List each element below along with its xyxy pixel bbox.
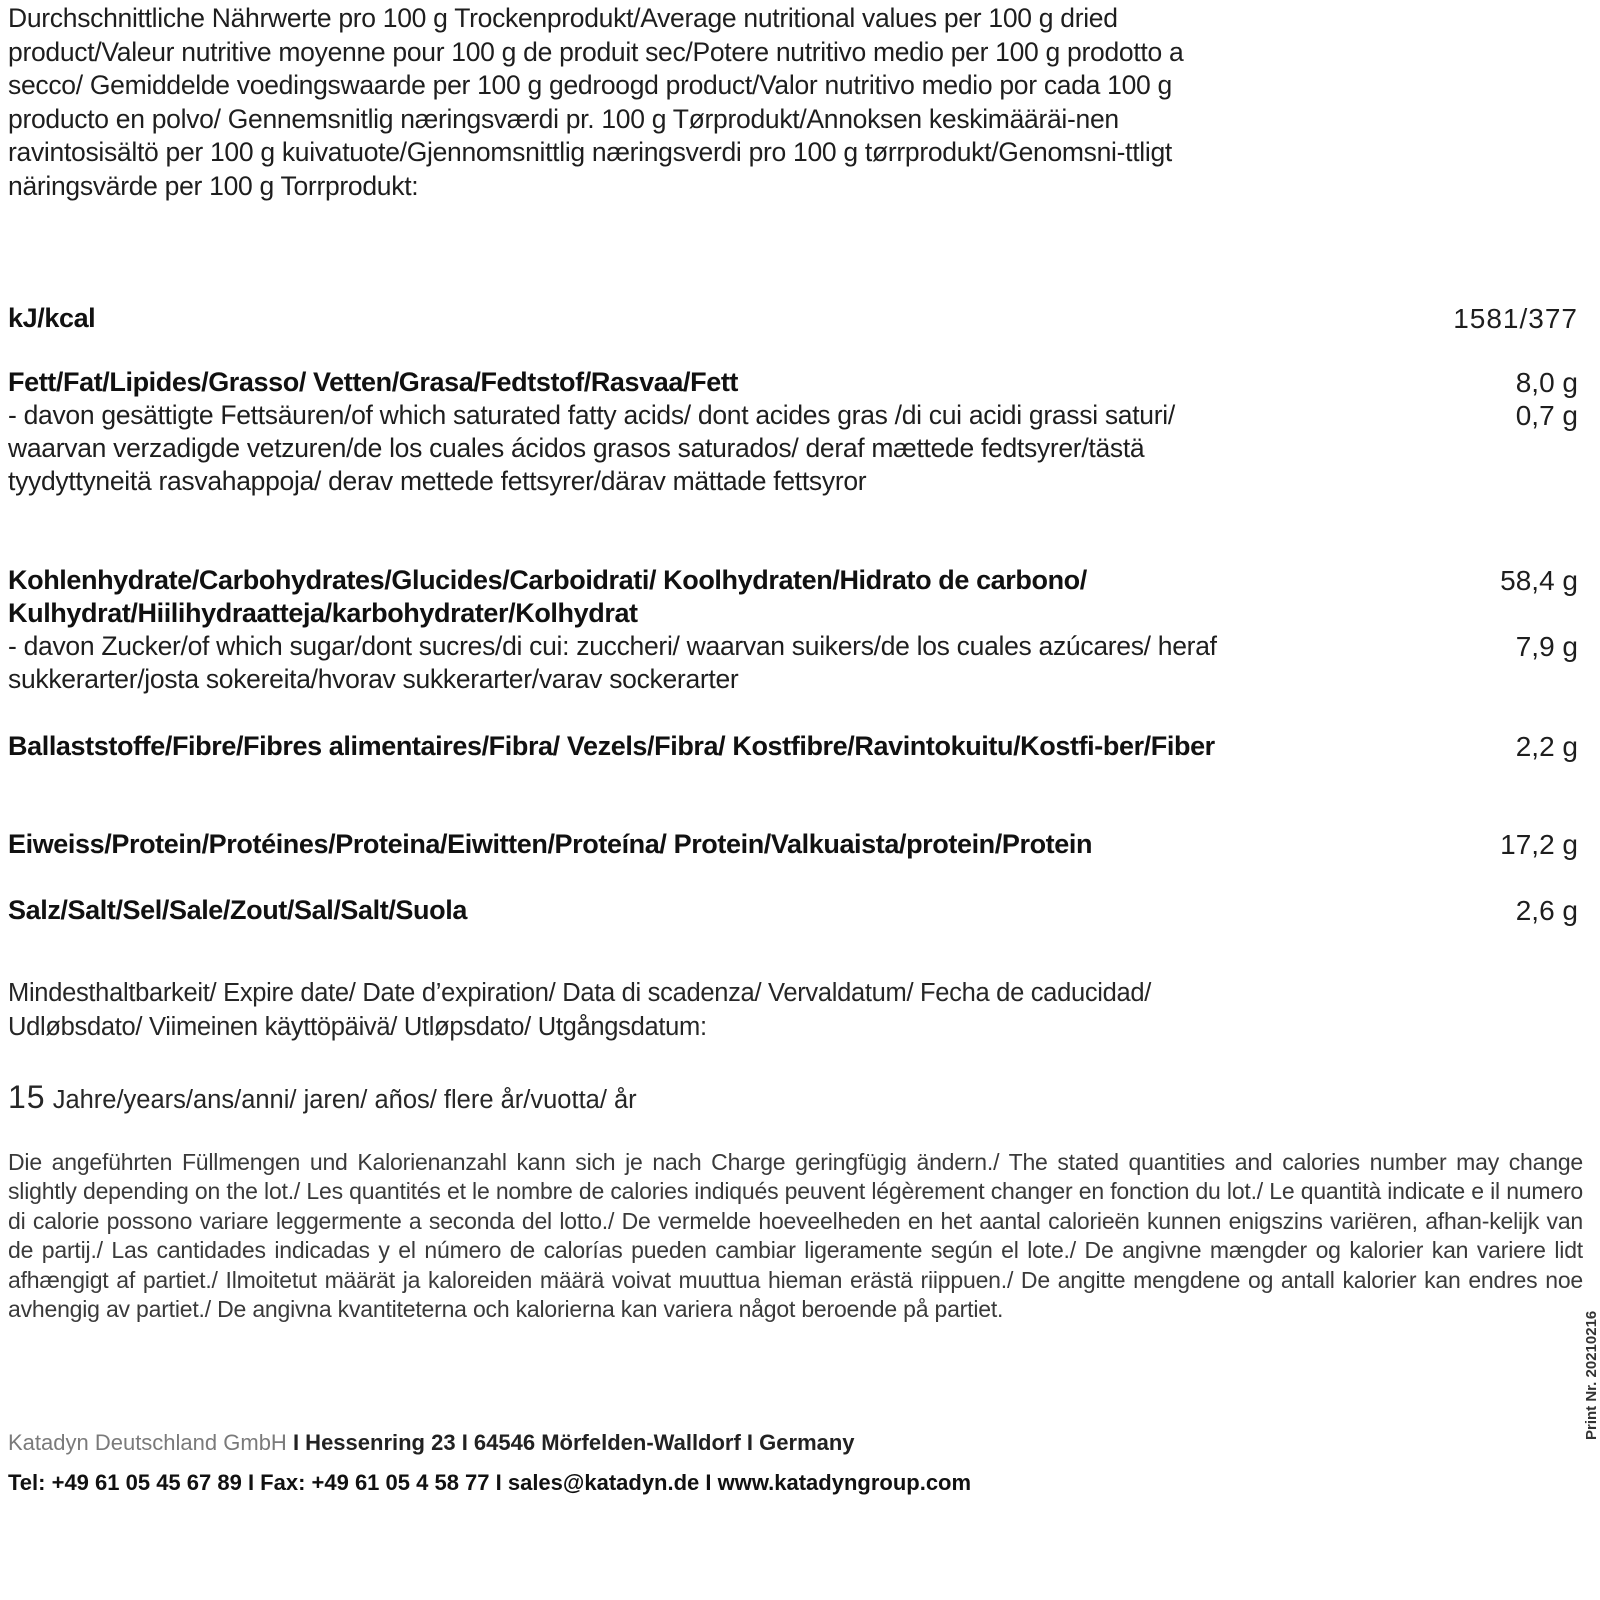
protein-label: Eiweiss/Protein/Protéines/Proteina/Eiwitten/Proteína/ Protein/Valkuaista/protein/Protein	[8, 829, 1093, 859]
shelf-life	[8, 1080, 637, 1117]
nutrient-row-energy	[8, 302, 1578, 335]
fat-value: 8,0 g	[1515, 367, 1578, 398]
nutrient-row-fibre	[8, 730, 1578, 763]
protein-value: 17,2 g	[1500, 829, 1578, 860]
shelf-life-number: 15	[8, 1079, 46, 1115]
expiry-label: Mindesthaltbarkeit/ Expire date/ Date d’expiration/ Data di scadenza/ Vervaldatum/ Fecha de caducidad/ Udløbsdato/ Viimeinen käyttöpäivä/ Utløpsdato/ Utgångsdatum:	[8, 979, 1152, 1041]
intro-text: Durchschnittliche Nährwerte pro 100 g Trockenprodukt/Average nutritional values per 100 g dried product/Valeur nutritive moyenne pour 100 g de produit sec/Potere nutritivo medio per 100 g prodotto a secco/ Gemiddelde voedingswaarde per 100 g gedroogd product/Valor nutritivo medio por cada 100 g producto en polvo/ Gennemsnitlig næringsværdi pr. 100 g Tørprodukt/Annoksen keskimääräi-nen ravintosisältö per 100 g kuivatuote/Gjennomsnittlig næringsverdi pro 100 g tørrprodukt/Genomsni-ttligt näringsvärde per 100 g Torrprodukt:	[8, 3, 1184, 201]
saturated-fat-label: - davon gesättigte Fettsäuren/of which saturated fatty acids/ dont acides gras /di cui acidi grassi saturi/ waarvan verzadigde vetzuren/de los cuales ácidos grasos saturados/ deraf mættede fedtsyrer/tästä tyydyttyneitä rasvahappoja/ derav mettede fettsyrer/därav mättade fettsyror	[8, 400, 1175, 496]
company-address: I Hessenring 23 I 64546 Mörfelden-Walldorf I Germany	[292, 1430, 855, 1455]
sugar-label: - davon Zucker/of which sugar/dont sucres/di cui: zuccheri/ waarvan suikers/de los cuales azúcares/ heraf sukkerarter/josta sokereita/hvorav sukkerarter/varav sockerarter	[8, 631, 1217, 694]
saturated-fat-value: 0,7 g	[1515, 400, 1578, 431]
company-name: Katadyn Deutschland GmbH	[8, 1430, 287, 1455]
energy-value: 1581/377	[1453, 303, 1578, 334]
energy-label: kJ/kcal	[8, 303, 96, 333]
fat-label: Fett/Fat/Lipides/Grasso/ Vetten/Grasa/Fedtstof/Rasvaa/Fett	[8, 367, 739, 397]
nutrient-row-fat	[8, 366, 1578, 498]
carbohydrates-label: Kohlenhydrate/Carbohydrates/Glucides/Carboidrati/ Koolhydraten/Hidrato de carbono/ Kulhydrat/Hiilihydraatteja/karbohydrater/Kolhydrat	[8, 565, 1087, 628]
salt-value: 2,6 g	[1515, 895, 1578, 926]
disclaimer-text: Die angeführten Füllmengen und Kalorienanzahl kann sich je nach Charge geringfügig ändern./ The stated quantities and calories number may change slightly depending on the lot./ Les quantités et le nombre de calories indiqués peuvent légèrement changer en fonction du lot./ Le quantità indicate e il numero di calorie possono variare leggermente a seconda del lotto./ De vermelde hoeveelheden en het aantal calorieën kunnen enigszins variëren, afhan-kelijk van de partij./ Las cantidades indicadas y el número de calorías pueden cambiar ligeramente según el lote./ De angivne mængder og kalorier kan variere lidt afhængigt af partiet./ Ilmoitetut määrät ja kaloreiden määrä voivat muuttua hieman erästä riippuen./ De angitte mengdene og antall kalorier kan endres noe avhengig av partiet./ De angivna kvantiteterna och kalorierna kan variera något beroende på partiet.	[8, 1149, 1583, 1323]
footer-address-line	[8, 1430, 855, 1456]
fibre-label: Ballaststoffe/Fibre/Fibres alimentaires/Fibra/ Vezels/Fibra/ Kostfibre/Ravintokuitu/Kostfi-ber/Fiber	[8, 731, 1215, 761]
nutrient-row-carbohydrates	[8, 564, 1578, 696]
fibre-value: 2,2 g	[1515, 731, 1578, 762]
print-number: Print Nr. 20210216	[1583, 1310, 1600, 1440]
salt-label: Salz/Salt/Sel/Sale/Zout/Sal/Salt/Suola	[8, 895, 467, 925]
footer-contact-line: Tel: +49 61 05 45 67 89 I Fax: +49 61 05 4 58 77 I sales@katadyn.de I www.katadyngroup.com	[8, 1470, 972, 1495]
nutrient-row-protein	[8, 828, 1578, 861]
shelf-life-unit: Jahre/years/ans/anni/ jaren/ años/ flere år/vuotta/ år	[52, 1086, 637, 1114]
sugar-value: 7,9 g	[1515, 631, 1578, 662]
carbohydrates-value: 58,4 g	[1500, 565, 1578, 596]
nutrient-row-salt	[8, 894, 1578, 927]
